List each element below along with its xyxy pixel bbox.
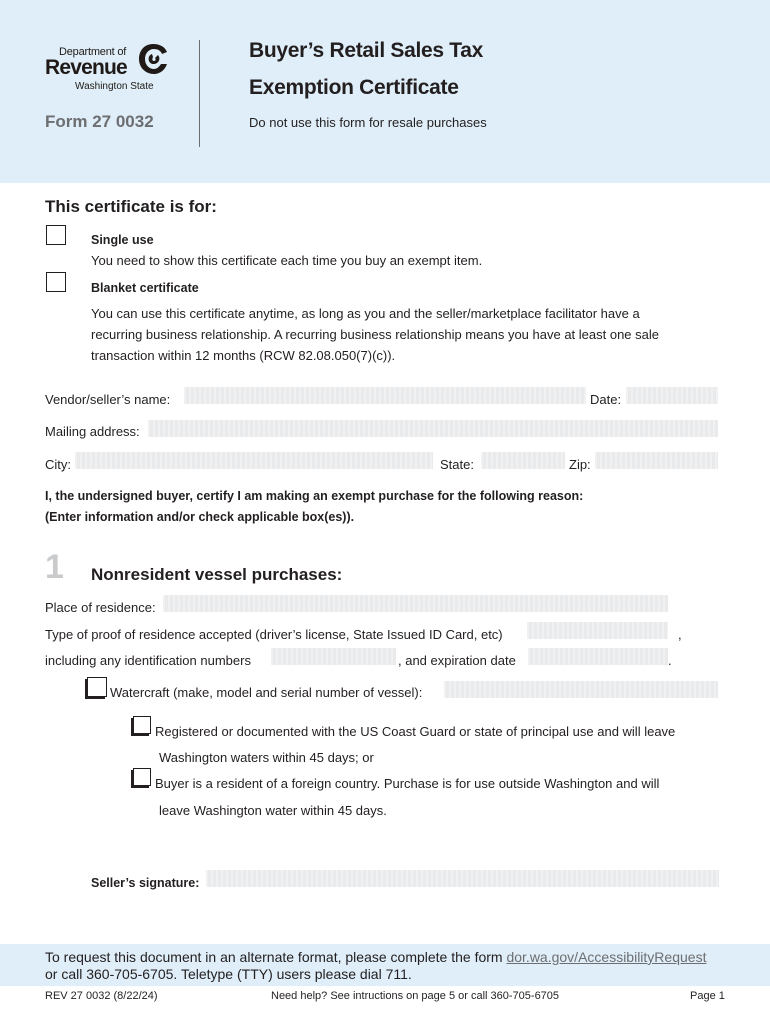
registered-text-2: Washington waters within 45 days; or (159, 750, 374, 765)
blanket-desc-line-1: You can use this certificate anytime, as long as you and the seller/marketplace facilitator have a (91, 306, 640, 321)
title-line-1: Buyer’s Retail Sales Tax (249, 39, 484, 62)
state-label: State: (440, 457, 474, 472)
dor-swirl-icon (137, 42, 169, 76)
alt-format-phone: or call 360-705-6705. Teletype (TTY) users please dial 711. (45, 966, 412, 982)
foreign-resident-checkbox[interactable] (133, 768, 151, 786)
page-title (249, 32, 483, 106)
certify-instructions: (Enter information and/or check applicable box(es)). (45, 510, 355, 524)
proof-type-field[interactable] (527, 622, 668, 639)
watercraft-label: Watercraft (make, model and serial number of vessel): (110, 685, 423, 700)
help-text: Need help? See intructions on page 5 or call 360-705-6705 (271, 990, 560, 1002)
header-divider (199, 40, 200, 147)
logo-revenue-text: Revenue (45, 56, 127, 79)
certify-statement: I, the undersigned buyer, certify I am making an exempt purchase for the following reason: (45, 489, 584, 503)
single-use-description: You need to show this certificate each time you buy an exempt item. (91, 253, 483, 268)
zip-label: Zip: (569, 457, 591, 472)
foreign-text-2: leave Washington water within 45 days. (159, 803, 387, 818)
vendor-name-label: Vendor/seller’s name: (45, 392, 171, 407)
section-number: 1 (45, 548, 64, 586)
mailing-address-label: Mailing address: (45, 424, 140, 439)
city-field[interactable] (75, 452, 433, 469)
registered-checkbox[interactable] (133, 716, 151, 734)
proof-comma: , (678, 627, 682, 642)
accessibility-request-link[interactable]: dor.wa.gov/AccessibilityRequest (506, 949, 707, 965)
watercraft-checkbox[interactable] (87, 677, 107, 697)
date-field[interactable] (626, 387, 718, 404)
state-field[interactable] (481, 452, 565, 469)
watercraft-field[interactable] (444, 681, 718, 698)
form-number: Form 27 0032 (45, 112, 154, 131)
title-line-2: Exemption Certificate (249, 76, 459, 99)
page-subtitle: Do not use this form for resale purchases (249, 115, 487, 130)
form-header (0, 0, 770, 183)
expiration-period: . (668, 653, 672, 668)
foreign-text-1: Buyer is a resident of a foreign country. Purchase is for use outside Washington and will (155, 776, 660, 791)
seller-signature-label: Seller’s signature: (91, 876, 200, 890)
residence-field[interactable] (163, 595, 668, 612)
blanket-label: Blanket certificate (91, 281, 199, 295)
seller-signature-field[interactable] (206, 870, 719, 887)
residence-label: Place of residence: (45, 600, 156, 615)
expiration-label: , and expiration date (398, 653, 516, 668)
blanket-desc-line-2: recurring business relationship. A recurring business relationship means you have at least one sale (91, 327, 659, 342)
page-number: Page 1 (690, 990, 725, 1002)
accessibility-notice (45, 949, 706, 983)
vendor-name-field[interactable] (184, 387, 586, 404)
single-use-label: Single use (91, 233, 154, 247)
expiration-date-field[interactable] (528, 648, 668, 665)
logo-department-text: Department of (59, 46, 127, 58)
blanket-description (91, 303, 659, 366)
blanket-checkbox[interactable] (46, 272, 66, 292)
section-heading: Nonresident vessel purchases: (91, 565, 343, 584)
mailing-address-field[interactable] (148, 420, 718, 437)
city-label: City: (45, 457, 71, 472)
dor-logo (45, 40, 170, 95)
date-label: Date: (590, 392, 622, 407)
proof-label: Type of proof of residence accepted (driver’s license, State Issued ID Card, etc) (45, 627, 503, 642)
single-use-checkbox[interactable] (46, 225, 66, 245)
registered-text-1: Registered or documented with the US Coast Guard or state of principal use and will leave (155, 724, 676, 739)
id-numbers-field[interactable] (271, 648, 396, 665)
zip-field[interactable] (595, 452, 718, 469)
alt-format-text: To request this document in an alternate format, please complete the form (45, 949, 507, 965)
certificate-heading: This certificate is for: (45, 197, 217, 216)
rev-code: REV 27 0032 (8/22/24) (45, 990, 158, 1002)
id-numbers-label: including any identification numbers (45, 653, 251, 668)
blanket-desc-line-3: transaction within 12 months (RCW 82.08.050(7)(c)). (91, 348, 396, 363)
logo-state-text: Washington State (75, 81, 154, 92)
